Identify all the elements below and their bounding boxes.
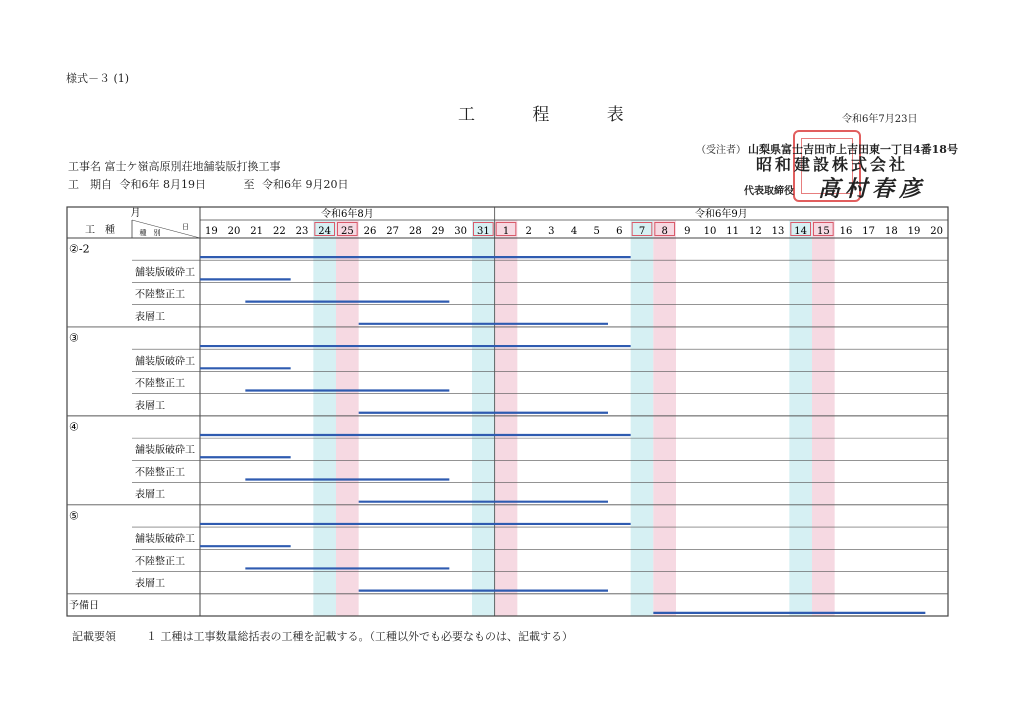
- work-item-label: 舗装版破砕工: [135, 445, 195, 457]
- work-item-label: 不陸整正工: [135, 467, 185, 479]
- period-start: 令和6年 8月19日: [119, 178, 206, 191]
- day-number: 31: [476, 226, 490, 237]
- work-item-label: 舗装版破砕工: [135, 534, 195, 546]
- document-date: 令和6年7月23日: [842, 114, 918, 125]
- month-label: 令和6年8月: [320, 209, 374, 220]
- day-number: 19: [907, 226, 921, 237]
- day-number: 21: [250, 226, 264, 237]
- day-number: 15: [816, 226, 830, 237]
- section-label: ②-2: [69, 242, 90, 256]
- day-number: 3: [548, 226, 555, 237]
- day-number: 8: [661, 226, 668, 237]
- weekend-col-pink: [653, 220, 676, 616]
- day-number: 16: [839, 226, 853, 237]
- work-item-label: 表層工: [135, 578, 165, 590]
- day-number: 10: [703, 226, 717, 237]
- day-number: 29: [431, 226, 445, 237]
- day-number: 14: [794, 226, 808, 237]
- form-number: 様式－３ (1): [66, 72, 130, 85]
- notes-line: [72, 628, 573, 644]
- weekend-col-cyan: [789, 220, 812, 616]
- project-name-label: 工事名: [68, 160, 101, 173]
- work-item-label: 不陸整正工: [135, 378, 185, 390]
- weekend-col-cyan: [313, 220, 336, 616]
- day-number: 26: [363, 226, 377, 237]
- work-item-label: 不陸整正工: [135, 289, 185, 301]
- notes-item: １ 工種は工事数量総括表の工種を記載する。（工種以外でも必要なものは、記載する）: [146, 630, 573, 643]
- month-label: 令和6年9月: [694, 209, 748, 220]
- work-item-label: 表層工: [135, 489, 165, 501]
- contractor-label: （受注者）: [696, 145, 746, 156]
- day-number: 20: [227, 226, 241, 237]
- company-name: 昭和建設株式会社: [756, 155, 909, 174]
- day-number: 4: [570, 226, 578, 237]
- reserve-label: 予備日: [69, 600, 99, 612]
- notes-label: 記載要領: [72, 630, 116, 643]
- section-label: ④: [69, 420, 79, 434]
- period-to-label: 至: [243, 178, 255, 191]
- weekend-col-pink: [812, 220, 835, 616]
- period-label: 工 期自: [68, 178, 112, 191]
- section-label: ③: [69, 331, 79, 345]
- day-number: 28: [408, 226, 422, 237]
- day-number: 13: [771, 226, 785, 237]
- month-header-label: 月: [130, 208, 141, 219]
- day-number: 2: [525, 226, 532, 237]
- work-item-label: 不陸整正工: [135, 556, 185, 568]
- work-header-label: 工 種: [85, 225, 115, 236]
- day-number: 6: [616, 226, 623, 237]
- weekend-col-pink: [495, 220, 518, 616]
- weekend-col-cyan: [472, 220, 495, 616]
- period-end: 令和6年 9月20日: [262, 178, 349, 191]
- work-item-label: 舗装版破砕工: [135, 356, 195, 368]
- project-name: 富士ケ嶺高原別荘地舗装版打換工事: [104, 160, 281, 173]
- day-number: 23: [295, 226, 309, 237]
- type-header-label: 種 別: [139, 229, 161, 237]
- section-label: ⑤: [69, 509, 79, 523]
- day-number: 25: [340, 226, 354, 237]
- work-item-label: 舗装版破砕工: [135, 267, 195, 279]
- document-title: 工 程 表: [458, 105, 650, 125]
- day-number: 19: [204, 226, 218, 237]
- day-number: 7: [638, 226, 646, 237]
- day-header-label: 日: [182, 223, 189, 231]
- weekend-col-cyan: [631, 220, 654, 616]
- day-number: 24: [318, 226, 332, 237]
- day-number: 12: [748, 226, 762, 237]
- day-number: 5: [593, 226, 600, 237]
- representative-name: 高村春彦: [818, 176, 927, 202]
- day-number: 30: [454, 226, 468, 237]
- work-item-label: 表層工: [135, 311, 165, 323]
- day-number: 27: [386, 226, 400, 237]
- day-number: 1: [502, 226, 510, 237]
- representative-title: 代表取締役: [744, 186, 794, 197]
- contractor-address: 山梨県富士吉田市上吉田東一丁目4番18号: [748, 143, 958, 156]
- day-number: 9: [684, 226, 691, 237]
- day-number: 20: [930, 226, 944, 237]
- weekend-col-pink: [336, 220, 359, 616]
- work-item-label: 表層工: [135, 400, 165, 412]
- day-number: 22: [272, 226, 286, 237]
- day-number: 11: [726, 226, 740, 237]
- day-number: 18: [884, 226, 898, 237]
- day-number: 17: [862, 226, 876, 237]
